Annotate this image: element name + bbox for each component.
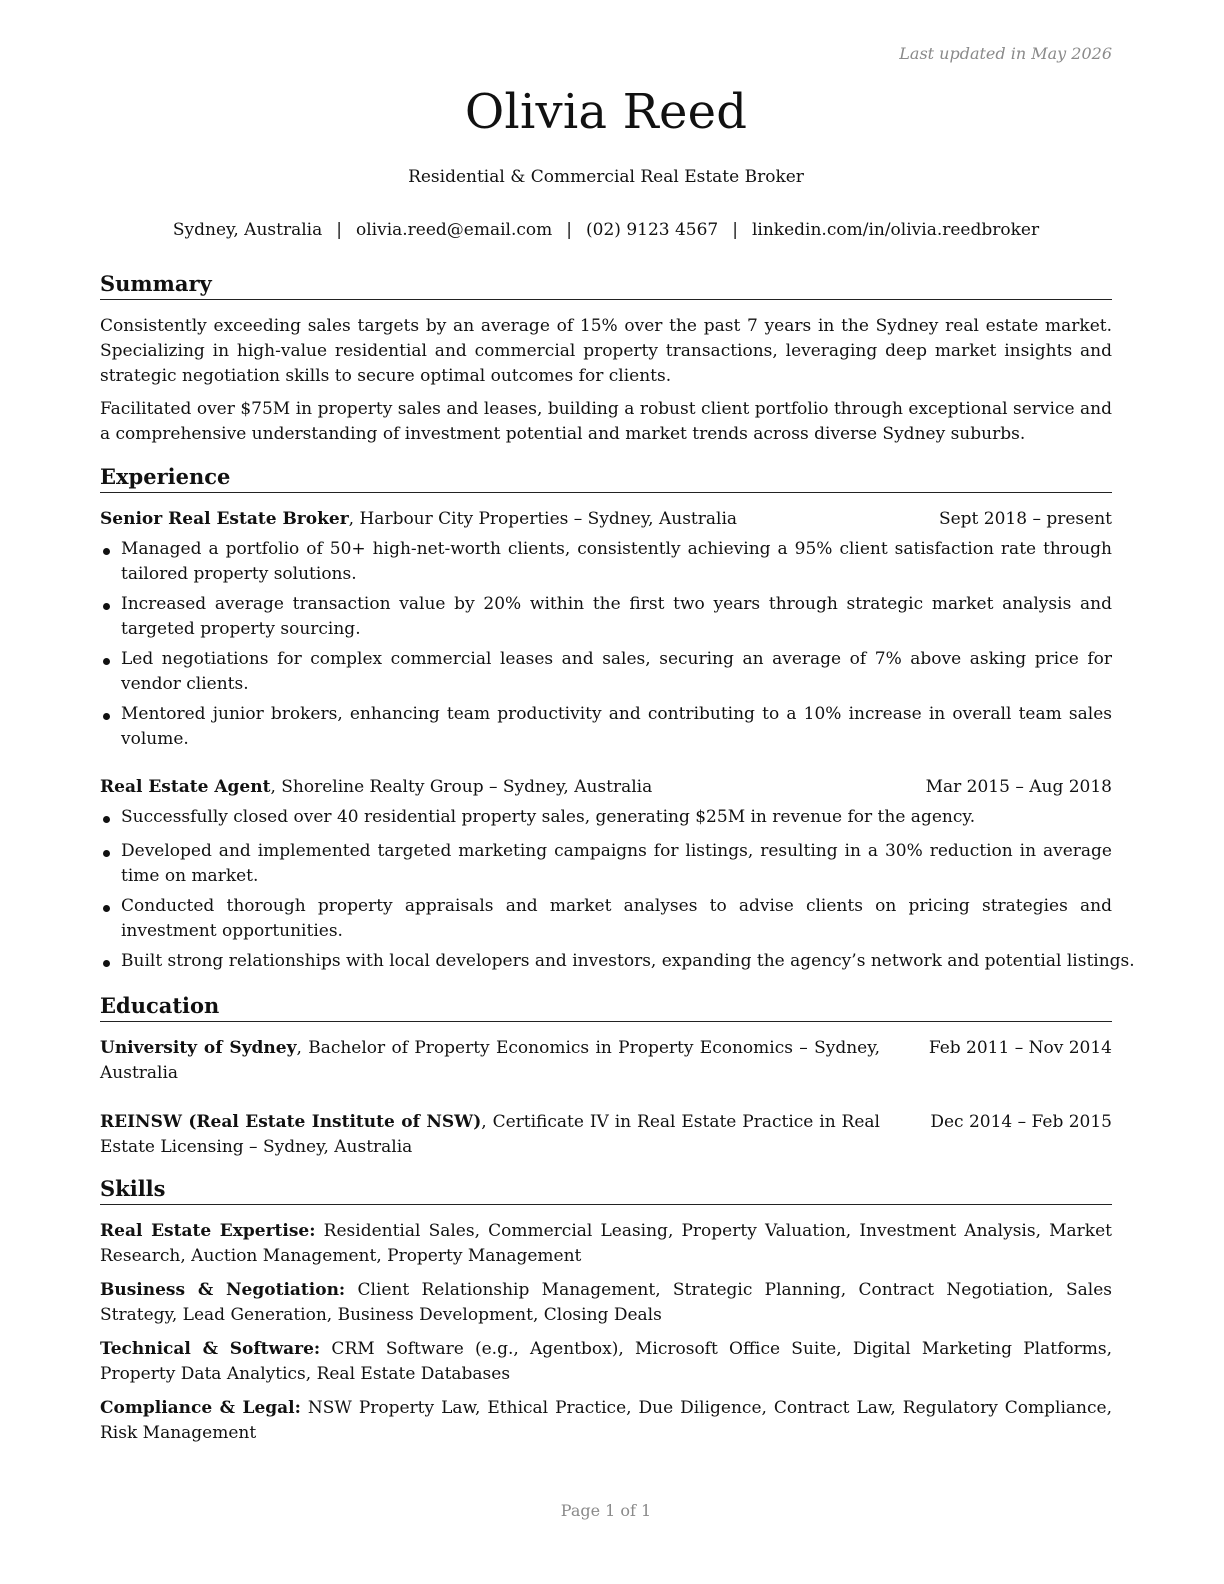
summary-paragraph: Consistently exceeding sales targets by an average of 15% over the past 7 years in the Sydney real estate market. Specializing in high-value residential and commercial property transactions, leveraging deep market insights and strategic negotiation skills to secure optimal outcomes for clients. (100, 316, 1112, 386)
bullet-dot (103, 713, 110, 720)
job-header (100, 507, 1112, 532)
skill-group-label: Compliance & Legal: (100, 1398, 301, 1418)
skill-group-text: NSW Property Law, Ethical Practice, Due Diligence, Contract Law, Regulatory Compliance, Risk Management (100, 1398, 1112, 1443)
education-degree: , Bachelor of Property Economics in Property Economics – Sydney, Australia (100, 1038, 880, 1083)
contact-separator: | (336, 220, 342, 240)
bullet-item (100, 702, 1112, 752)
education-degree: , Certificate IV in Real Estate Practice in Real Estate Licensing – Sydney, Australia (100, 1112, 880, 1157)
job-bullets (100, 805, 1135, 974)
last-updated-note: Last updated in May 2026 (899, 44, 1112, 63)
education-school: REINSW (Real Estate Institute of NSW) (100, 1112, 482, 1132)
resume-page (100, 0, 1135, 1584)
summary-section (100, 270, 1112, 447)
bullet-dot (103, 603, 110, 610)
education-section (100, 992, 1112, 1160)
page-number: Page 1 of 1 (560, 1501, 652, 1520)
education-dates: Dec 2014 – Feb 2015 (930, 1112, 1112, 1132)
bullet-dot (103, 548, 110, 555)
job-bullets (100, 537, 1112, 752)
section-title-experience: Experience (100, 463, 1112, 493)
bullet-item (100, 592, 1112, 642)
skill-group (100, 1278, 1112, 1328)
bullet-item (100, 949, 1135, 974)
bullet-dot (103, 905, 110, 912)
bullet-dot (103, 960, 110, 967)
skill-group-text: CRM Software (e.g., Agentbox), Microsoft Office Suite, Digital Marketing Platforms, Property Data Analytics, Real Estate Databases (100, 1339, 1112, 1384)
job-header (100, 775, 1112, 800)
job-role: Senior Real Estate Broker (100, 509, 349, 529)
bullet-text: Managed a portfolio of 50+ high-net-worth clients, consistently achieving a 95% client satisfaction rate through tailored property solutions. (121, 539, 1112, 584)
bullet-text: Conducted thorough property appraisals and market analyses to advise clients on pricing strategies and investment opportunities. (121, 896, 1112, 941)
section-title-summary: Summary (100, 270, 1112, 300)
bullet-text: Developed and implemented targeted marketing campaigns for listings, resulting in a 30% reduction in average time on market. (121, 841, 1112, 886)
education-school: University of Sydney (100, 1038, 297, 1058)
summary-paragraph: Facilitated over $75M in property sales and leases, building a robust client portfolio through exceptional service and a comprehensive understanding of investment potential and market trends across diverse Sydney suburbs. (100, 399, 1112, 444)
bullet-item (100, 537, 1112, 587)
bullet-text: Built strong relationships with local developers and investors, expanding the agency’s network and potential listings. (121, 951, 1135, 971)
candidate-headline: Residential & Commercial Real Estate Broker (408, 167, 804, 187)
skill-group-text: Residential Sales, Commercial Leasing, Property Valuation, Investment Analysis, Market Research, Auction Management, Property Management (100, 1221, 1112, 1266)
job-company: , Shoreline Realty Group – Sydney, Australia (270, 777, 653, 797)
skill-group-label: Real Estate Expertise: (100, 1221, 316, 1241)
contact-separator: | (566, 220, 573, 240)
skill-group-label: Business & Negotiation: (100, 1280, 346, 1300)
bullet-item (100, 894, 1112, 944)
education-dates: Feb 2011 – Nov 2014 (928, 1038, 1112, 1058)
job-dates: Mar 2015 – Aug 2018 (925, 777, 1112, 797)
job-entry (100, 507, 1112, 752)
contact-location: Sydney, Australia (172, 220, 323, 240)
education-entry (100, 1110, 1112, 1160)
contact-line (100, 220, 1112, 240)
contact-linkedin[interactable]: linkedin.com/in/olivia.reedbroker (751, 220, 1040, 240)
job-entry (100, 775, 1135, 974)
skill-group (100, 1337, 1112, 1387)
bullet-dot (103, 850, 110, 857)
section-title-skills: Skills (100, 1175, 1112, 1205)
contact-separator: | (732, 220, 738, 240)
education-entry (100, 1036, 1112, 1086)
bullet-text: Increased average transaction value by 20% within the first two years through strategic market analysis and targeted property sourcing. (121, 594, 1112, 639)
section-title-education: Education (100, 992, 1112, 1022)
bullet-item (100, 647, 1112, 697)
job-company: , Harbour City Properties – Sydney, Australia (348, 509, 738, 529)
skill-group-text: Client Relationship Management, Strategic Planning, Contract Negotiation, Sales Strategy, Lead Generation, Business Development, Closing Deals (100, 1280, 1112, 1325)
skill-group-label: Technical & Software: (100, 1339, 321, 1359)
job-role: Real Estate Agent (100, 777, 271, 797)
skill-group (100, 1396, 1112, 1446)
bullet-item (100, 805, 1112, 830)
bullet-text: Led negotiations for complex commercial leases and sales, securing an average of 7% above asking price for vendor clients. (121, 649, 1112, 694)
bullet-text: Mentored junior brokers, enhancing team productivity and contributing to a 10% increase in overall team sales volume. (121, 704, 1112, 749)
candidate-name: Olivia Reed (464, 84, 748, 140)
job-dates: Sept 2018 – present (938, 509, 1112, 529)
bullet-text: Successfully closed over 40 residential property sales, generating $25M in revenue for the agency. (121, 807, 976, 827)
contact-phone: (02) 9123 4567 (586, 220, 719, 240)
bullet-dot (103, 658, 110, 665)
experience-section (100, 463, 1135, 974)
bullet-item (100, 839, 1112, 889)
skill-group (100, 1219, 1112, 1269)
skills-section (100, 1175, 1112, 1446)
bullet-dot (103, 816, 110, 823)
contact-email[interactable]: olivia.reed@email.com (355, 220, 553, 240)
